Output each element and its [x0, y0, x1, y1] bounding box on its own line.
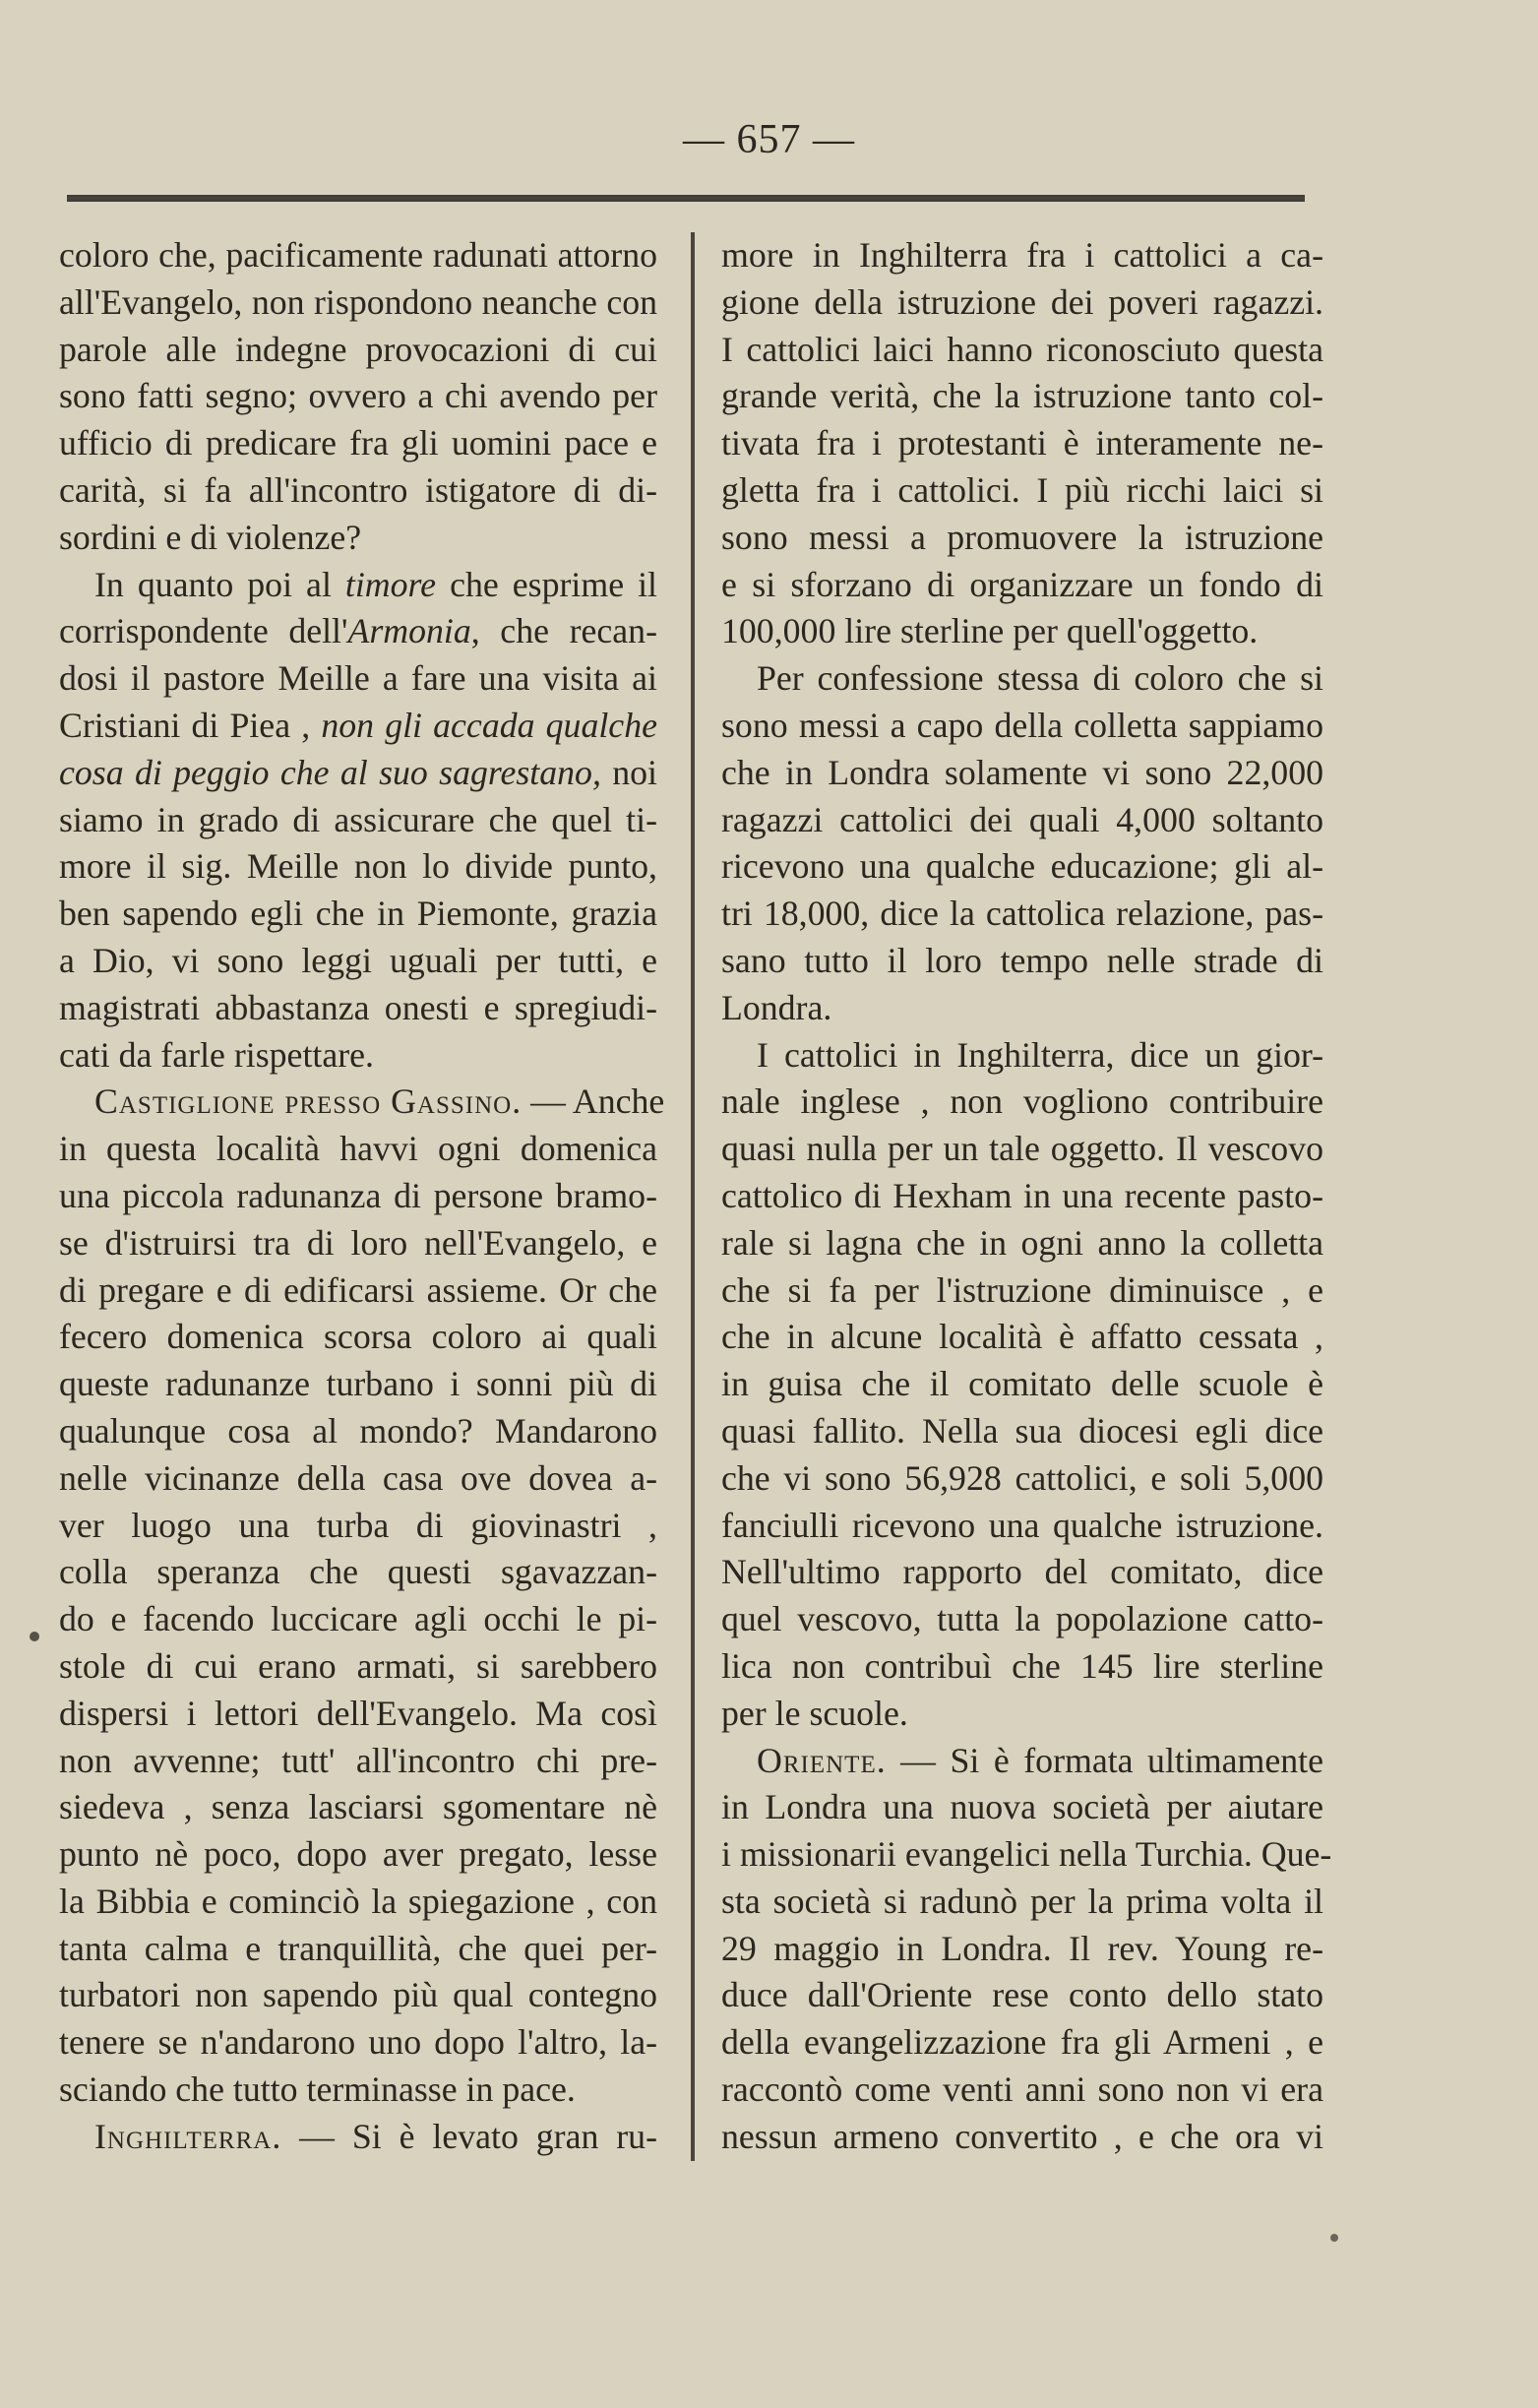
italic-word: timore	[344, 564, 437, 604]
text-line: tanta calma e tranquillità, che quei per-	[59, 1928, 657, 1968]
text-fragment: — Anche	[522, 1081, 665, 1122]
text-fragment: che esprime il	[436, 564, 657, 604]
text-line: siamo in grado di assicurare che quel ti-	[59, 799, 657, 839]
text-line: se d'istruirsi tra di loro nell'Evangelo, e	[59, 1222, 657, 1263]
text-line: 100,000 lire sterline per quell'oggetto.	[721, 611, 1259, 651]
text-line: non avvenne; tutt' all'incontro chi pre-	[59, 1740, 657, 1780]
page-number: — 657 —	[683, 117, 855, 162]
text-line: grande verità, che la istruzione tanto col-	[721, 376, 1323, 416]
text-line: in guisa che il comitato delle scuole è	[721, 1364, 1323, 1404]
text-line: more in Inghilterra fra i cattolici a ca-	[721, 235, 1323, 275]
text-line: in questa località havvi ogni domenica	[59, 1129, 657, 1169]
text-line: gletta fra i cattolici. I più ricchi laici si	[721, 469, 1323, 510]
text-fragment: In quanto poi al	[94, 564, 345, 604]
text-line: 29 maggio in Londra. Il rev. Young re-	[721, 1928, 1323, 1968]
text-fragment: , che recan-	[470, 611, 657, 651]
text-line: sono messi a promuovere la istruzione	[721, 517, 1323, 557]
text-line: raccontò come venti anni sono non vi era	[721, 2069, 1323, 2110]
text-line: sono messi a capo della colletta sappiamo	[721, 705, 1323, 745]
header-rule	[67, 195, 1305, 202]
text-line: carità, si fa all'incontro istigatore di di-	[59, 469, 657, 510]
text-line: che in Londra solamente vi sono 22,000	[721, 752, 1323, 792]
text-line	[721, 1738, 1323, 1785]
text-line: ricevono una qualche educazione; gli al-	[721, 846, 1323, 887]
text-line: tri 18,000, dice la cattolica relazione, pas-	[721, 894, 1323, 934]
text-line: tenere se n'andarono uno dopo l'altro, la-	[59, 2022, 657, 2063]
paragraph	[721, 232, 1323, 655]
margin-dot	[30, 1632, 39, 1641]
text-line: di pregare e di edificarsi assieme. Or che	[59, 1269, 657, 1310]
text-line: I cattolici laici hanno riconosciuto questa	[721, 329, 1323, 369]
text-line: che vi sono 56,928 cattolici, e soli 5,000	[721, 1457, 1323, 1498]
text-line: sano tutto il loro tempo nelle strade di	[721, 940, 1323, 980]
section-heading: Castiglione presso Gassino.	[94, 1081, 523, 1122]
text-line: ragazzi cattolici dei quali 4,000 soltanto	[721, 799, 1323, 839]
text-line: cattolico di Hexham in una recente pasto-	[721, 1175, 1323, 1215]
text-line: nelle vicinanze della casa ove dovea a-	[59, 1457, 657, 1498]
paragraph	[59, 1079, 665, 2114]
text-line: duce dall'Oriente rese conto dello stato	[721, 1975, 1323, 2015]
text-line: una piccola radunanza di persone bramo-	[59, 1175, 657, 1215]
text-line: nale inglese , non vogliono contribuire	[721, 1081, 1323, 1122]
text-line: della evangelizzazione fra gli Armeni , e	[721, 2022, 1323, 2063]
text-line: I cattolici in Inghilterra, dice un gior-	[757, 1034, 1323, 1075]
text-line: turbatori non sapendo più qual contegno	[59, 1975, 657, 2015]
text-line: do e facendo luccicare agli occhi le pi-	[59, 1599, 657, 1639]
text-line: quel vescovo, tutta la popolazione catto-	[721, 1599, 1323, 1639]
text-line: e si sforzano di organizzare un fondo di	[721, 564, 1323, 604]
text-line	[59, 608, 657, 655]
text-line	[59, 562, 657, 609]
paragraph	[59, 2114, 657, 2161]
text-line: punto nè poco, dopo aver pregato, lesse	[59, 1834, 657, 1875]
text-line	[59, 1079, 665, 1126]
paragraph	[721, 1738, 1332, 2161]
text-line: per le scuole.	[721, 1693, 908, 1733]
text-line: fecero domenica scorsa coloro ai quali	[59, 1317, 657, 1357]
text-line: rale si lagna che in ogni anno la colletta	[721, 1222, 1323, 1263]
text-line: sta società si radunò per la prima volta il	[721, 1881, 1323, 1921]
right-column	[721, 232, 1332, 2161]
text-line: ver luogo una turba di giovinastri ,	[59, 1505, 657, 1545]
text-line: in Londra una nuova società per aiutare	[721, 1787, 1323, 1827]
text-fragment: — Si è formata ultimamente	[886, 1740, 1323, 1780]
text-line: qualunque cosa al mondo? Mandarono	[59, 1410, 657, 1451]
italic-phrase: cosa di peggio che al suo sagrestano,	[59, 752, 601, 792]
left-column	[59, 232, 665, 2161]
text-line: stole di cui erano armati, si sarebbero	[59, 1645, 657, 1686]
text-line: la Bibbia e cominciò la spiegazione , con	[59, 1881, 657, 1921]
margin-mark	[1330, 2234, 1338, 2242]
text-line: a Dio, vi sono leggi uguali per tutti, e	[59, 940, 657, 980]
text-fragment: noi	[600, 752, 657, 792]
text-line: i missionarii evangelici nella Turchia. Que-	[721, 1834, 1332, 1875]
text-line: nessun armeno convertito , e che ora vi	[721, 2116, 1323, 2156]
paragraph	[59, 232, 657, 562]
text-line: Nell'ultimo rapporto del comitato, dice	[721, 1552, 1323, 1592]
italic-word: Armonia	[347, 611, 471, 651]
text-line: more il sig. Meille non lo divide punto,	[59, 846, 657, 887]
paragraph	[59, 562, 657, 1080]
text-line: fanciulli ricevono una qualche istruzione.	[721, 1505, 1323, 1545]
text-line	[59, 2114, 657, 2161]
text-line: magistrati abbastanza onesti e spregiudi-	[59, 987, 657, 1027]
text-line	[59, 703, 657, 750]
text-line: sciando che tutto terminasse in pace.	[59, 2069, 576, 2110]
section-heading: Inghilterra.	[94, 2116, 282, 2156]
text-line: quasi nulla per un tale oggetto. Il vescovo	[721, 1129, 1323, 1169]
text-line: colla speranza che questi sgavazzan-	[59, 1552, 657, 1592]
text-fragment: — Si è levato gran ru-	[281, 2116, 657, 2156]
text-line	[59, 750, 657, 797]
text-line: che si fa per l'istruzione diminuisce , e	[721, 1269, 1323, 1310]
text-line: sordini e di violenze?	[59, 517, 362, 557]
italic-phrase: non gli accada qualche	[321, 705, 657, 745]
column-divider	[691, 232, 695, 2161]
text-line: ben sapendo egli che in Piemonte, grazia	[59, 894, 657, 934]
section-heading: Oriente.	[757, 1740, 887, 1780]
text-line: ufficio di predicare fra gli uomini pace e	[59, 423, 657, 463]
text-line: che in alcune località è affatto cessata ,	[721, 1317, 1323, 1357]
paragraph	[721, 1032, 1323, 1738]
text-line: quasi fallito. Nella sua diocesi egli dice	[721, 1410, 1323, 1451]
text-line: gione della istruzione dei poveri ragazzi.	[721, 281, 1323, 322]
text-line: Per confessione stessa di coloro che si	[757, 658, 1323, 699]
text-line: all'Evangelo, non rispondono neanche con	[59, 281, 657, 322]
text-fragment: Cristiani di Piea ,	[59, 705, 322, 745]
text-line: Londra.	[721, 987, 832, 1027]
text-line: dosi il pastore Meille a fare una visita ai	[59, 658, 657, 699]
text-line: queste radunanze turbano i sonni più di	[59, 1364, 657, 1404]
text-line: lica non contribuì che 145 lire sterline	[721, 1645, 1323, 1686]
text-line: siedeva , senza lasciarsi sgomentare nè	[59, 1787, 657, 1827]
text-line: tivata fra i protestanti è interamente ne-	[721, 423, 1323, 463]
text-line: cati da farle rispettare.	[59, 1034, 374, 1075]
paragraph	[721, 655, 1323, 1031]
text-line: coloro che, pacificamente radunati attorno	[59, 235, 657, 275]
text-line: parole alle indegne provocazioni di cui	[59, 329, 657, 369]
text-line: dispersi i lettori dell'Evangelo. Ma così	[59, 1693, 657, 1733]
text-fragment: corrispondente dell'	[59, 611, 348, 651]
text-line: sono fatti segno; ovvero a chi avendo per	[59, 376, 657, 416]
